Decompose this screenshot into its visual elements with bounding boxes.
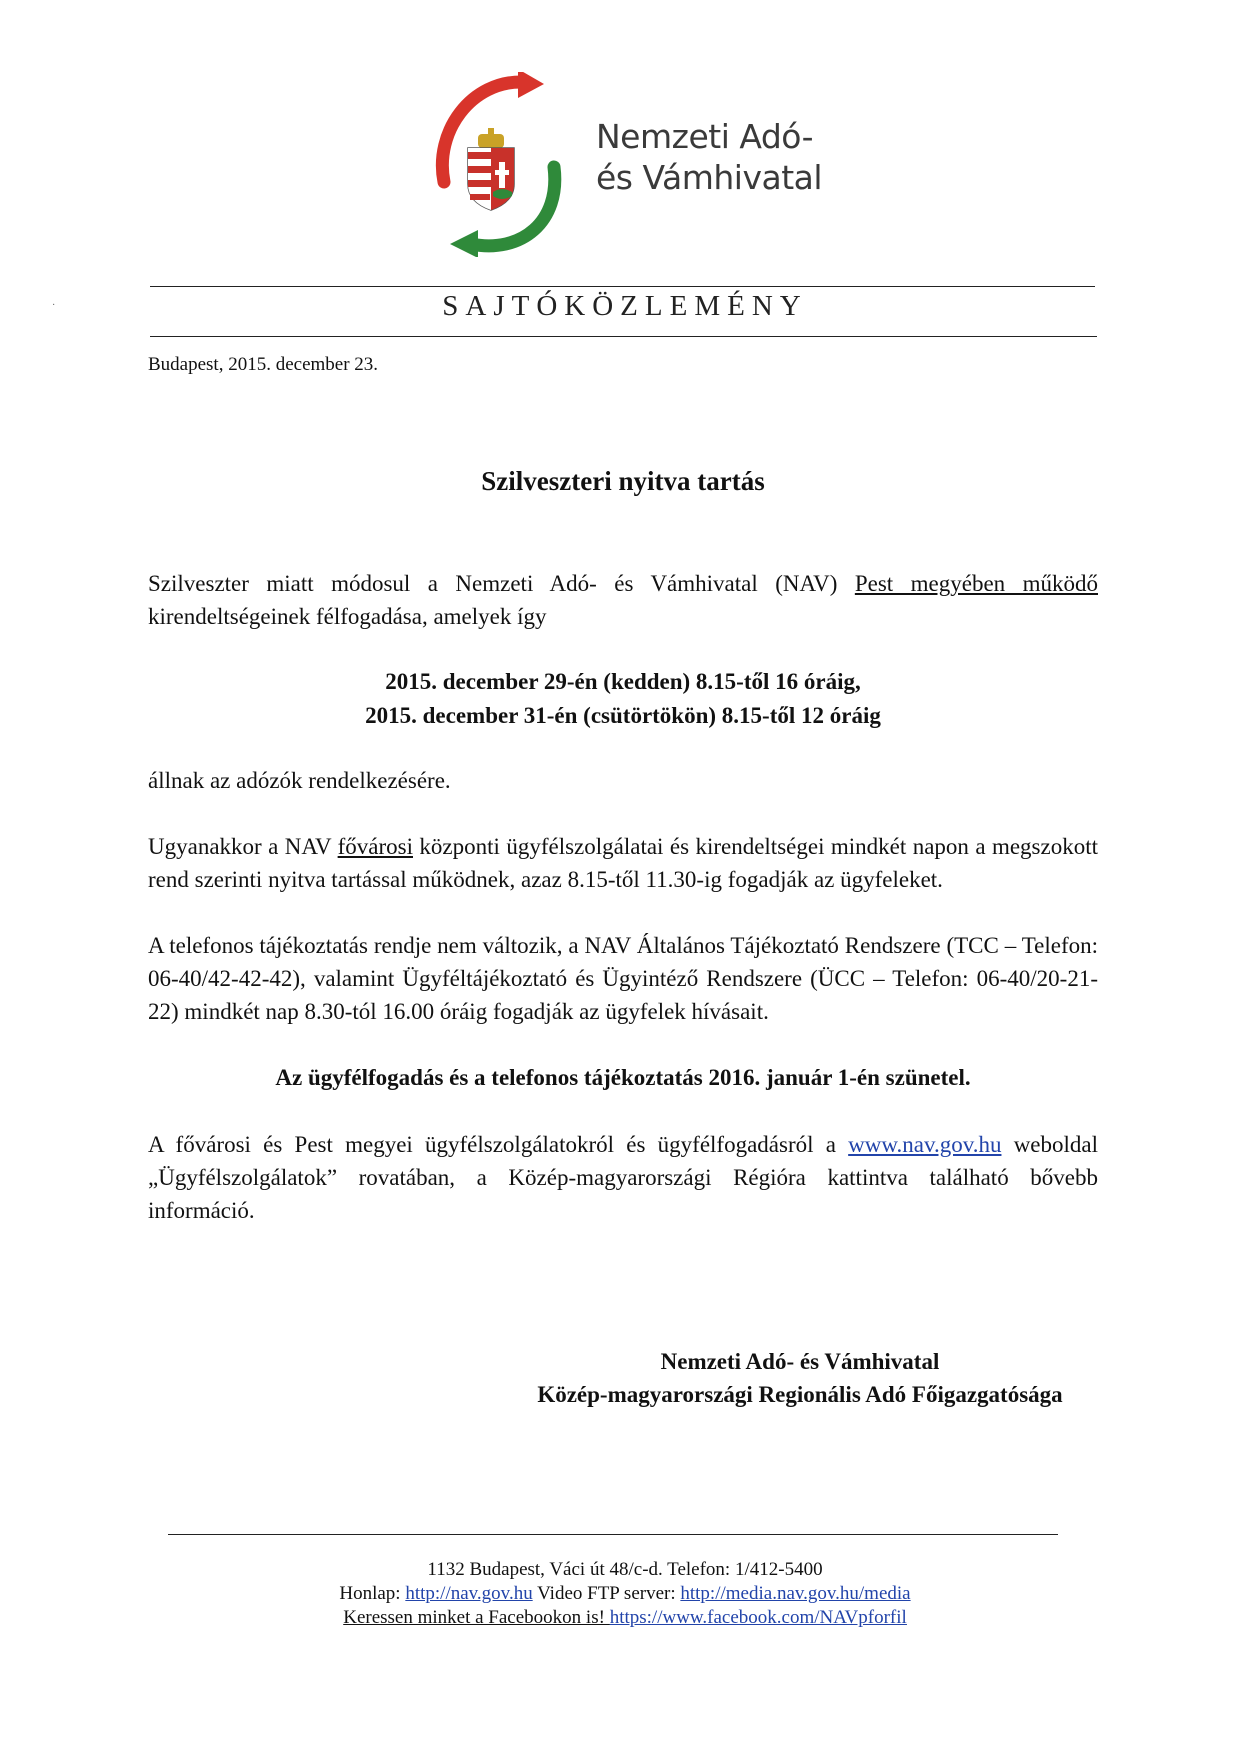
schedule-block [148,665,1098,733]
page-title: Szilveszteri nyitva tartás [481,466,765,496]
schedule-line-1: 2015. december 29-én (kedden) 8.15-től 16 óráig, [385,669,861,694]
homepage-link[interactable]: http://nav.gov.hu [405,1583,533,1604]
intro-text-before: Szilveszter miatt módosul a Nemzeti Adó- és Vámhivatal (NAV) [148,571,855,596]
ftp-label: Video FTP server: [532,1583,681,1604]
press-release-title: SAJTÓKÖZLEMÉNY [442,290,808,322]
footer [150,1558,1100,1630]
capital-underlined: fővárosi [337,834,413,859]
phone-paragraph: A telefonos tájékoztatás rendje nem változik, a NAV Általános Tájékoztató Rendszere (TCC – Telefon: 06-40/42-42-42), valamint Ügyféltájékoztató és Ügyintéző Rendszere (ÜCC – Telefon: 06-40/20-21-22) mindkét nap 8.30-tól 16.00 óráig fogadják az ügyfelek hívásait. [148,933,1098,1024]
footer-rule [168,1534,1058,1535]
intro-paragraph [148,567,1098,633]
homepage-label: Honlap: [339,1583,406,1604]
logo-line-1: Nemzeti Adó- [596,117,814,156]
closure-notice: Az ügyfélfogadás és a telefonos tájékoztatás 2016. január 1-én szünetel. [275,1065,971,1090]
ftp-link[interactable]: http://media.nav.gov.hu/media [680,1583,911,1604]
intro-text-after: kirendeltségeinek félfogadása, amelyek így [148,604,547,629]
logo-wordmark [596,116,822,198]
info-paragraph [148,1128,1098,1227]
nav-logo [426,72,826,257]
signature-block [470,1345,1130,1411]
nav-website-link[interactable]: www.nav.gov.hu [848,1132,1002,1157]
nav-emblem-icon [426,72,591,257]
capital-text-after: központi ügyfélszolgálatai és kirendeltségei mindkét napon a megszokott rend szerinti nyitva tartással működnek, azaz 8.15-től 11.30-ig fogadják az ügyfeleket. [148,834,1098,892]
facebook-line [150,1606,1100,1630]
header-rule-top [150,286,1095,287]
capital-paragraph [148,830,1098,896]
facebook-label: Keressen minket a Facebookon is! [343,1607,610,1628]
header-rule-bottom [150,336,1097,337]
footer-address: 1132 Budapest, Váci út 48/c-d. Telefon: 1/412-5400 [427,1559,823,1580]
schedule-line-2: 2015. december 31-én (csütörtökön) 8.15-től 12 óráig [365,703,881,728]
signature-line-1: Nemzeti Adó- és Vámhivatal [660,1349,940,1374]
stray-mark: · [52,300,56,311]
release-date: Budapest, 2015. december 23. [148,354,379,375]
available-paragraph: állnak az adózók rendelkezésére. [148,768,451,793]
signature-line-2: Közép-magyarországi Regionális Adó Főigazgatósága [537,1382,1063,1407]
logo-line-2: és Vámhivatal [596,158,823,197]
info-text-after: weboldal „Ügyfélszolgálatok” rovatában, a Közép-magyarországi Régióra kattintva található bővebb információ. [148,1132,1098,1223]
info-text-before: A fővárosi és Pest megyei ügyfélszolgálatokról és ügyfélfogadásról a [148,1132,849,1157]
capital-text-before: Ugyanakkor a NAV [148,834,338,859]
footer-links-line [150,1582,1100,1606]
intro-underlined: Pest megyében működő [854,571,1098,596]
facebook-link[interactable]: https://www.facebook.com/NAVpforfil [609,1607,907,1628]
